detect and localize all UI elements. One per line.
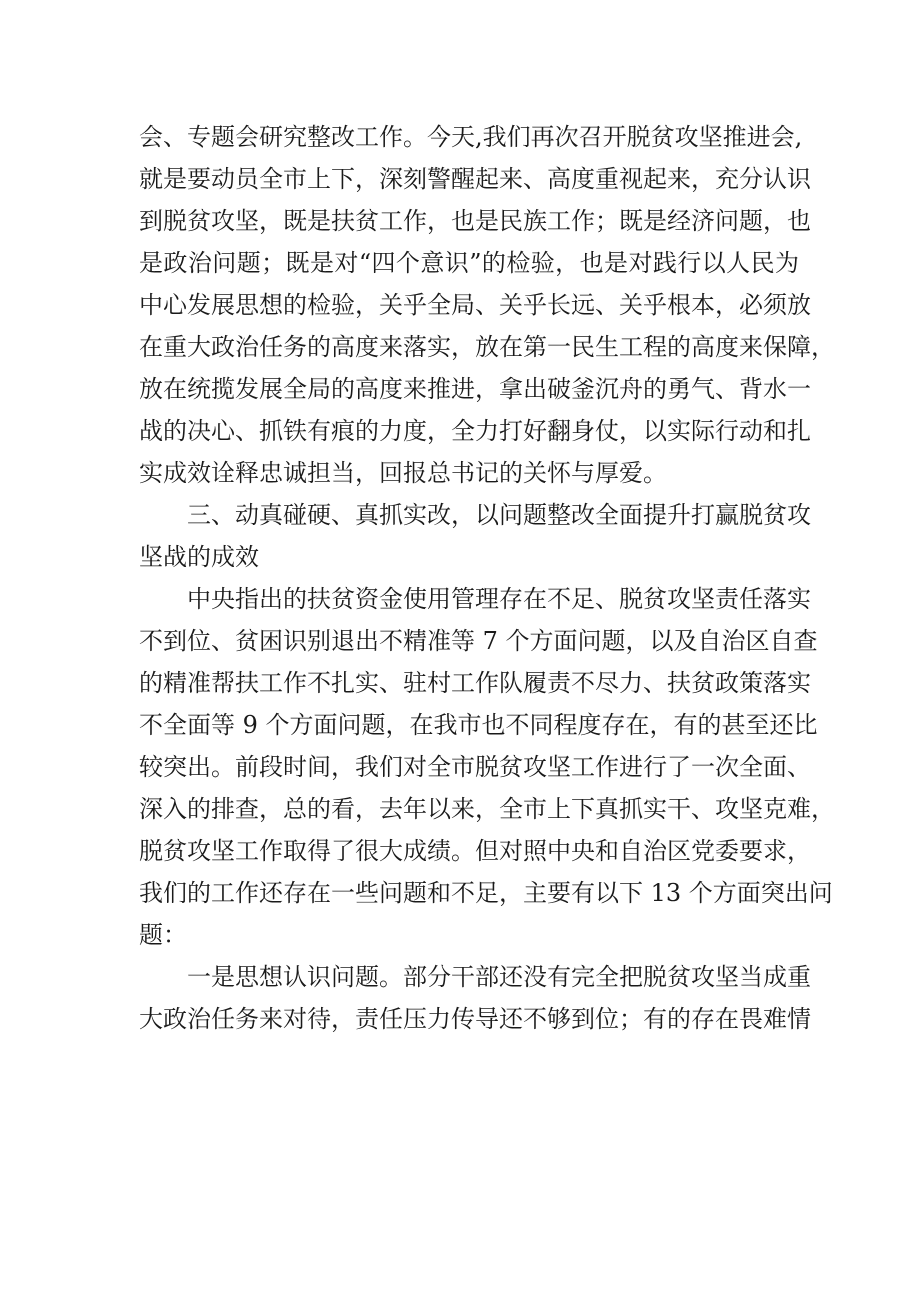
text-line: 实成效诠释忠诚担当，回报总书记的关怀与厚爱。 (139, 459, 667, 487)
text-line: 就是要动员全市上下，深刻警醒起来、高度重视起来，充分认识 (139, 165, 811, 193)
text-line: 深入的排查，总的看，去年以来，全市上下真抓实干、攻坚克难， (139, 795, 835, 823)
paragraph-p4 (139, 956, 811, 1040)
text-line: 战的决心、抓铁有痕的力度，全力打好翻身仗，以实际行动和扎 (139, 417, 811, 445)
text-line: 会、专题会研究整改工作。今天,我们再次召开脱贫攻坚推进会, (139, 123, 803, 151)
document-body (139, 116, 835, 1040)
text-line: 不到位、贫困识别退出不精准等 7 个方面问题，以及自治区自查 (139, 627, 818, 655)
text-line: 坚战的成效 (139, 543, 259, 571)
text-line: 脱贫攻坚工作取得了很大成绩。但对照中央和自治区党委要求， (139, 837, 811, 865)
text-line: 题： (139, 921, 187, 949)
text-line: 到脱贫攻坚，既是扶贫工作，也是民族工作；既是经济问题，也 (139, 207, 811, 235)
text-line: 在重大政治任务的高度来落实，放在第一民生工程的高度来保障， (139, 333, 835, 361)
paragraph-p2 (139, 494, 811, 578)
text-line: 放在统揽发展全局的高度来推进，拿出破釜沉舟的勇气、背水一 (139, 375, 811, 403)
text-line: 三、动真碰硬、真抓实改，以问题整改全面提升打赢脱贫攻 (187, 501, 811, 529)
text-line: 一是思想认识问题。部分干部还没有完全把脱贫攻坚当成重 (187, 963, 811, 991)
text-line: 中央指出的扶贫资金使用管理存在不足、脱贫攻坚责任落实 (187, 585, 811, 613)
paragraph-p3 (139, 578, 835, 956)
text-line: 不全面等 9 个方面问题，在我市也不同程度存在，有的甚至还比 (139, 711, 818, 739)
text-line: 的精准帮扶工作不扎实、驻村工作队履责不尽力、扶贫政策落实 (139, 669, 811, 697)
text-line: 大政治任务来对待，责任压力传导还不够到位；有的存在畏难情 (139, 1005, 811, 1033)
text-line: 是政治问题；既是对“四个意识”的检验，也是对践行以人民为 (139, 249, 799, 277)
paragraph-p1 (139, 116, 835, 494)
text-line: 中心发展思想的检验，关乎全局、关乎长远、关乎根本，必须放 (139, 291, 811, 319)
text-line: 我们的工作还存在一些问题和不足，主要有以下 13 个方面突出问 (139, 879, 833, 907)
text-line: 较突出。前段时间，我们对全市脱贫攻坚工作进行了一次全面、 (139, 753, 811, 781)
